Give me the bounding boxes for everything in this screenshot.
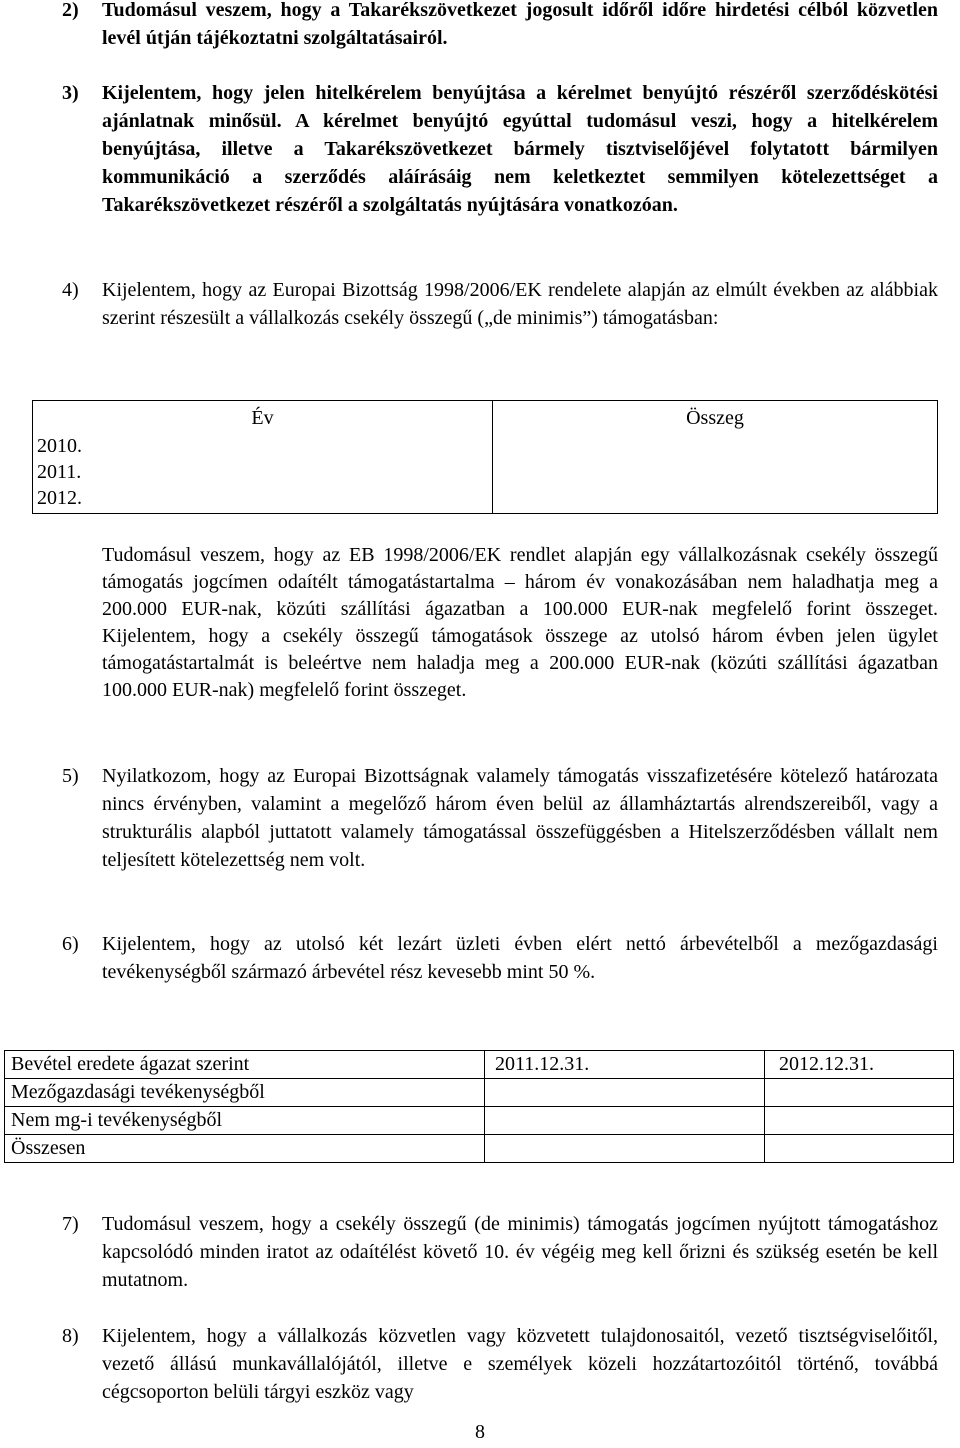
item-number: 7): [62, 1213, 79, 1235]
amount-column: [493, 401, 938, 514]
deminimis-note: Tudomásul veszem, hogy az EB 1998/2006/EK rendlet alapján egy vállalkozásnak csekély összegű támogatás jogcímen odaítélt támogatástartalma – három év vonakozásában nem haladhatja meg a 200.000 EUR-nak, közúti szállítási ágazatban a 100.000 EUR-nak megfelelő forint összeget. Kijelentem, hogy a csekély összegű támogatások összege az utolsó három évben jelen ügylet támogatástartalmát is beleértve nem haladja meg a 200.000 EUR-nak (közúti szállítási ágazatban 100.000 EUR-nak) megfelelő forint összeget.: [102, 544, 938, 701]
table-row: [5, 1107, 954, 1135]
item-8: [62, 1322, 938, 1406]
year-column: [33, 401, 493, 514]
table-header-cell: Bevétel eredete ágazat szerint: [5, 1051, 485, 1079]
item-6: [62, 930, 938, 986]
item-number: 8): [62, 1325, 79, 1347]
item-text: Tudomásul veszem, hogy a Takarékszövetkezet jogosult időről időre hirdetési célból közvetlen levél útján tájékoztatni szolgáltatásairól.: [102, 0, 938, 49]
table-header-cell: 2012.12.31.: [765, 1051, 954, 1079]
table-row: [5, 1051, 954, 1079]
item-text: Kijelentem, hogy az Europai Bizottság 1998/2006/EK rendelete alapján az elmúlt években az alábbiak szerint részesült a vállalkozás csekély összegű („de minimis”) támogatásban:: [102, 279, 938, 329]
table-cell: [485, 1079, 765, 1107]
year-value: 2010.: [37, 435, 82, 457]
item-number: 3): [62, 82, 79, 104]
amount-header: Összeg: [686, 407, 744, 429]
item-text: Tudomásul veszem, hogy a csekély összegű (de minimis) támogatás jogcímen nyújtott támogatáshoz kapcsolódó minden iratot az odaítélést követő 10. év végéig meg kell őrizni és szükség esetén be kell mutatnom.: [102, 1213, 938, 1291]
table-header-cell: 2011.12.31.: [485, 1051, 765, 1079]
item-text: Kijelentem, hogy az utolsó két lezárt üzleti évben elért nettó árbevételből a mezőgazdasági tevékenységből származó árbevétel rész kevesebb mint 50 %.: [102, 933, 938, 983]
item-number: 2): [62, 0, 79, 21]
revenue-table: [4, 1050, 954, 1163]
table-cell: [765, 1079, 954, 1107]
item-number: 4): [62, 279, 79, 301]
item-text: Kijelentem, hogy a vállalkozás közvetlen vagy közvetett tulajdonosaitól, vezető tisztségviselőitől, vezető állású munkavállalójától, illetve e személyek közeli hozzátartozóitól történő, továbbá cégcsoporton belüli tárgyi eszköz vagy: [102, 1325, 938, 1403]
year-header: Év: [251, 407, 274, 429]
item-text: Kijelentem, hogy jelen hitelkérelem benyújtása a kérelmet benyújtó részéről szerződéskötési ajánlatnak minősül. A kérelmet benyújtó egyúttal tudomásul veszi, hogy a hitelkérelem benyújtása, illetve a Takarékszövetkezet bármely tisztviselőjével folytatott bármilyen kommunikáció a szerződés aláírásáig nem keletkeztet semmilyen kötelezettséget a Takarékszövetkezet részéről a szolgáltatás nyújtására vonatkozóan.: [102, 82, 938, 216]
table-cell: [765, 1107, 954, 1135]
table-row-label: Összesen: [5, 1135, 485, 1163]
table-cell: [485, 1107, 765, 1135]
page-number: 8: [475, 1421, 485, 1443]
item-number: 5): [62, 765, 79, 787]
item-4: [62, 276, 938, 332]
table-cell: [485, 1135, 765, 1163]
table-cell: [765, 1135, 954, 1163]
item-number: 6): [62, 933, 79, 955]
table-row-label: Mezőgazdasági tevékenységből: [5, 1079, 485, 1107]
item-2: [62, 0, 938, 52]
year-value: 2011.: [37, 461, 82, 483]
item-7: [62, 1210, 938, 1294]
item-text: Nyilatkozom, hogy az Europai Bizottságnak valamely támogatás visszafizetésére kötelező határozata nincs érvényben, valamint a megelőző három éven belül az államháztartás alrendszereiből, vagy a strukturális alapból juttatott valamely támogatással összefüggésben a Hitelszerződésben vállalt nem teljesített kötelezettség nem volt.: [102, 765, 938, 871]
item-5: [62, 762, 938, 874]
table-row: [5, 1079, 954, 1107]
table-row-label: Nem mg-i tevékenységből: [5, 1107, 485, 1135]
table-row: [5, 1135, 954, 1163]
item-3: [62, 79, 938, 219]
year-value: 2012.: [37, 487, 82, 509]
deminimis-table: [32, 400, 938, 514]
